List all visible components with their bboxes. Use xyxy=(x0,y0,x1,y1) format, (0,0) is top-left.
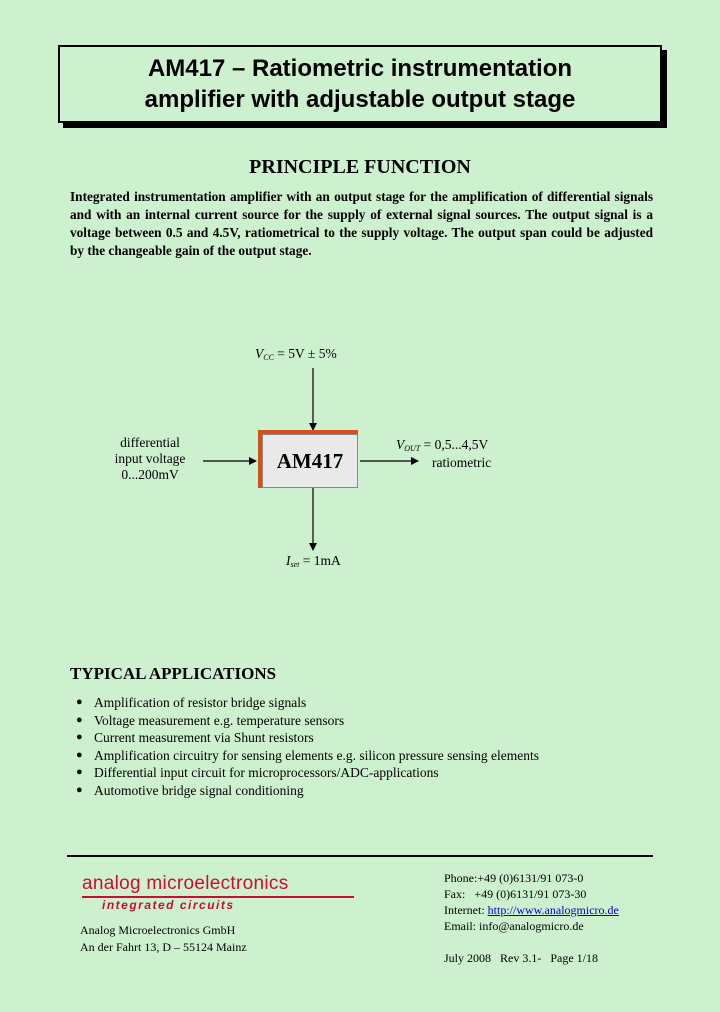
bullet-icon: ● xyxy=(76,783,83,796)
company-logo-tagline: integrated circuits xyxy=(102,898,235,912)
bullet-icon: ● xyxy=(76,713,83,726)
footer-divider xyxy=(67,855,653,857)
title-line-1: AM417 – Ratiometric instrumentation xyxy=(147,55,573,82)
principle-heading: PRINCIPLE FUNCTION xyxy=(249,156,471,178)
internet: Internet: http://www.analogmicro.de xyxy=(444,903,619,917)
company-logo: analog microelectronics xyxy=(82,873,289,894)
list-item: ● Amplification circuitry for sensing elements e.g. silicon pressure sensing elements xyxy=(76,747,540,763)
bullet-icon: ● xyxy=(76,696,83,708)
website-link[interactable]: http://www.analogmicro.de xyxy=(487,903,619,917)
phone: Phone:+49 (0)6131/91 073-0 xyxy=(444,871,584,885)
bullet-icon: ● xyxy=(76,766,83,779)
output-voltage-label: $V_{OUT} = 0,5...4,5V$ xyxy=(396,437,489,453)
company-name: Analog Microelectronics GmbH xyxy=(80,923,236,937)
principle-text: Integrated instrumentation amplifier with an output stage for the amplification of differential signals and with an internal current source for the supply of external signal sources. The output signal is a voltage between 0.5 and 4.5V, ratiometrical to the supply voltage. The output span could be adjusted by the changeable gain of the output stage. xyxy=(70,189,653,258)
list-item: ● Current measurement via Shunt resistors xyxy=(76,730,314,746)
supply-voltage-label: $V_{CC} = 5V \pm 5\%$ xyxy=(255,346,337,362)
current-label: $I_{set} = 1mA$ xyxy=(286,553,341,569)
applications-heading: TYPICAL APPLICATIONS xyxy=(70,664,277,683)
input-voltage-label: differential input voltage 0...200mV xyxy=(114,435,186,482)
list-item: ● Differential input circuit for microprocessors/ADC-applications xyxy=(76,765,439,781)
email: Email: info@analogmicro.de xyxy=(444,919,584,933)
output-note: ratiometric xyxy=(432,455,492,470)
revision-info: July 2008 Rev 3.1- Page 1/18 xyxy=(444,951,598,965)
list-item: ● Voltage measurement e.g. temperature sensors xyxy=(76,712,345,728)
chip-block: AM417 xyxy=(262,434,358,488)
fax: Fax: +49 (0)6131/91 073-30 xyxy=(444,887,587,901)
title-line-2: amplifier with adjustable output stage xyxy=(144,86,576,113)
bullet-icon: ● xyxy=(76,748,83,761)
company-address: An der Fahrt 13, D – 55124 Mainz xyxy=(80,940,247,954)
bullet-icon: ● xyxy=(76,731,83,744)
list-item: ● Amplification of resistor bridge signals xyxy=(76,695,307,710)
applications-list xyxy=(76,694,539,800)
list-item: ● Automotive bridge signal conditioning xyxy=(76,782,304,798)
